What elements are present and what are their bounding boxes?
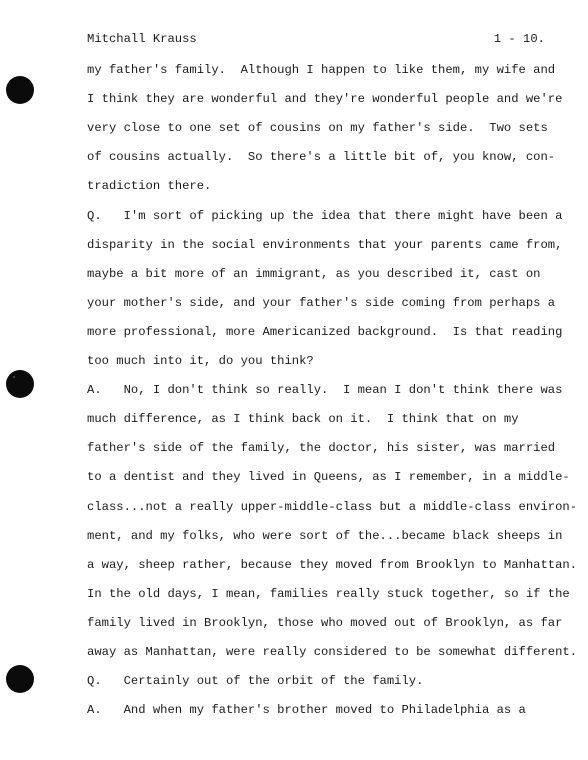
transcript-line: away as Manhattan, were really considered to be somewhat different. (87, 645, 578, 659)
transcript-line: too much into it, do you think? (87, 354, 314, 368)
transcript-line: to a dentist and they lived in Queens, as I remember, in a middle- (87, 470, 570, 485)
transcript-line: family lived in Brooklyn, those who moved out of Brooklyn, as far (87, 615, 563, 630)
punch-hole-top (6, 76, 34, 104)
transcript-line: disparity in the social environments that your parents came from, (87, 237, 563, 252)
transcript-line: of cousins actually. So there's a little bit of, you know, con- (87, 150, 556, 165)
page-header (87, 30, 545, 48)
transcript-line: In the old days, I mean, families really stuck together, so if the (87, 586, 570, 601)
transcript-line: class...not a really upper-middle-class but a middle-class environ- (87, 499, 578, 514)
transcript-line: I think they are wonderful and they're wonderful people and we're (87, 92, 563, 107)
transcript-line: A. And when my father's brother moved to Philadelphia as a (87, 703, 526, 718)
transcript-line: more professional, more Americanized background. Is that reading (87, 324, 563, 339)
punch-hole-bottom (6, 665, 34, 693)
punch-hole-middle (6, 370, 34, 398)
transcript-line: A. No, I don't think so really. I mean I don't think there was (87, 383, 563, 398)
transcript-line: much difference, as I think back on it. I think that on my (87, 412, 519, 427)
transcript-line: Q. Certainly out of the orbit of the family. (87, 674, 424, 689)
transcript-line: maybe a bit more of an immigrant, as you described it, cast on (87, 266, 541, 281)
transcript-line: ment, and my folks, who were sort of the...became black sheeps in (87, 528, 563, 543)
transcript-line: my father's family. Although I happen to like them, my wife and (87, 63, 556, 77)
transcript-line: a way, sheep rather, because they moved from Brooklyn to Manhattan. (87, 557, 578, 572)
header-page-number: 1 - 10. (493, 32, 545, 46)
scan-speck (13, 376, 15, 378)
transcript-line: Q. I'm sort of picking up the idea that there might have been a (87, 208, 563, 223)
transcript-line: father's side of the family, the doctor, his sister, was married (87, 441, 556, 456)
transcript-line: very close to one set of cousins on my father's side. Two sets (87, 121, 548, 136)
transcript-line: tradiction there. (87, 179, 212, 194)
header-name: Mitchall Krauss (87, 32, 197, 46)
transcript-line: your mother's side, and your father's side coming from perhaps a (87, 295, 556, 310)
